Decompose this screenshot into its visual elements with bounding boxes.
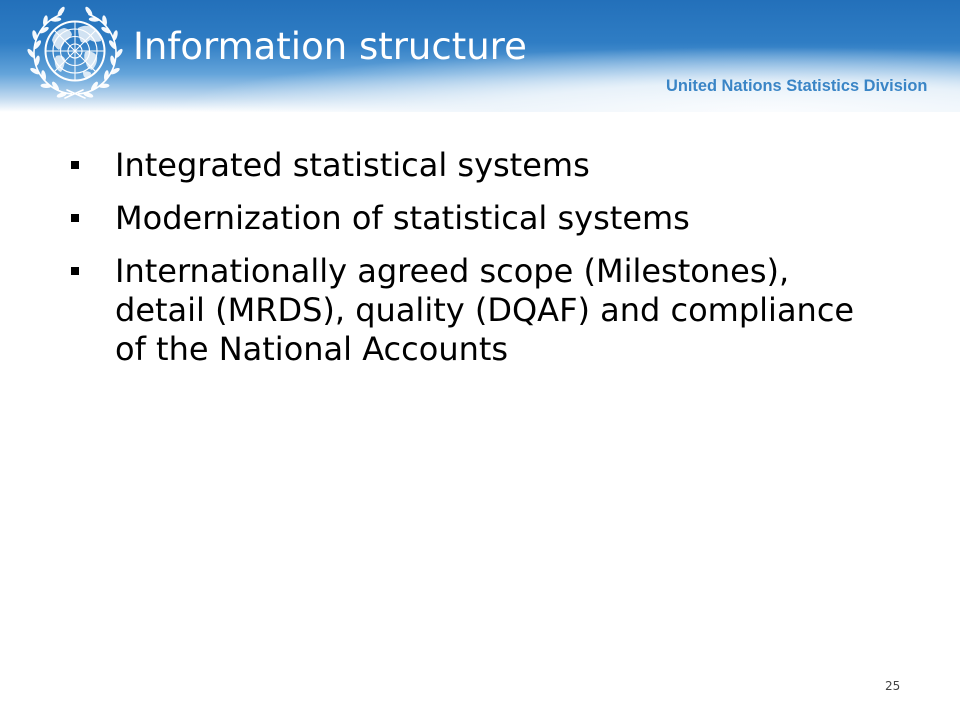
bullet-list	[0, 146, 960, 383]
olive-leaf	[101, 15, 107, 26]
bullet-text: Modernization of statistical systems	[115, 199, 690, 237]
bullet-item	[0, 146, 960, 185]
square-bullet-icon	[71, 161, 79, 169]
square-bullet-icon	[71, 214, 79, 222]
olive-leaf	[99, 83, 110, 88]
slide-header	[0, 0, 960, 112]
olive-leaf	[32, 39, 42, 50]
olive-leaf	[41, 70, 47, 81]
olive-leaf	[103, 70, 109, 81]
bullet-text: Integrated statistical systems	[115, 146, 590, 184]
olive-leaf	[42, 15, 48, 26]
bullet-item	[0, 199, 960, 238]
olive-leaf	[50, 17, 61, 22]
olive-leaf	[40, 83, 51, 88]
square-bullet-icon	[71, 267, 79, 275]
bullet-item	[0, 252, 960, 369]
organization-name: United Nations Statistics Division	[666, 77, 928, 95]
olive-leaf	[89, 17, 100, 22]
bullet-text-line: Internationally agreed scope (Milestones),	[115, 252, 790, 290]
bullet-text-line: of the National Accounts	[115, 330, 509, 368]
land-africa	[84, 52, 97, 71]
olive-leaf	[108, 39, 118, 50]
un-emblem-icon	[25, 6, 125, 102]
bullet-text-line: detail (MRDS), quality (DQAF) and compliance	[115, 291, 855, 329]
slide-title: Information structure	[133, 25, 527, 68]
land-eurasia	[78, 26, 101, 43]
page-number: 25	[885, 679, 901, 693]
